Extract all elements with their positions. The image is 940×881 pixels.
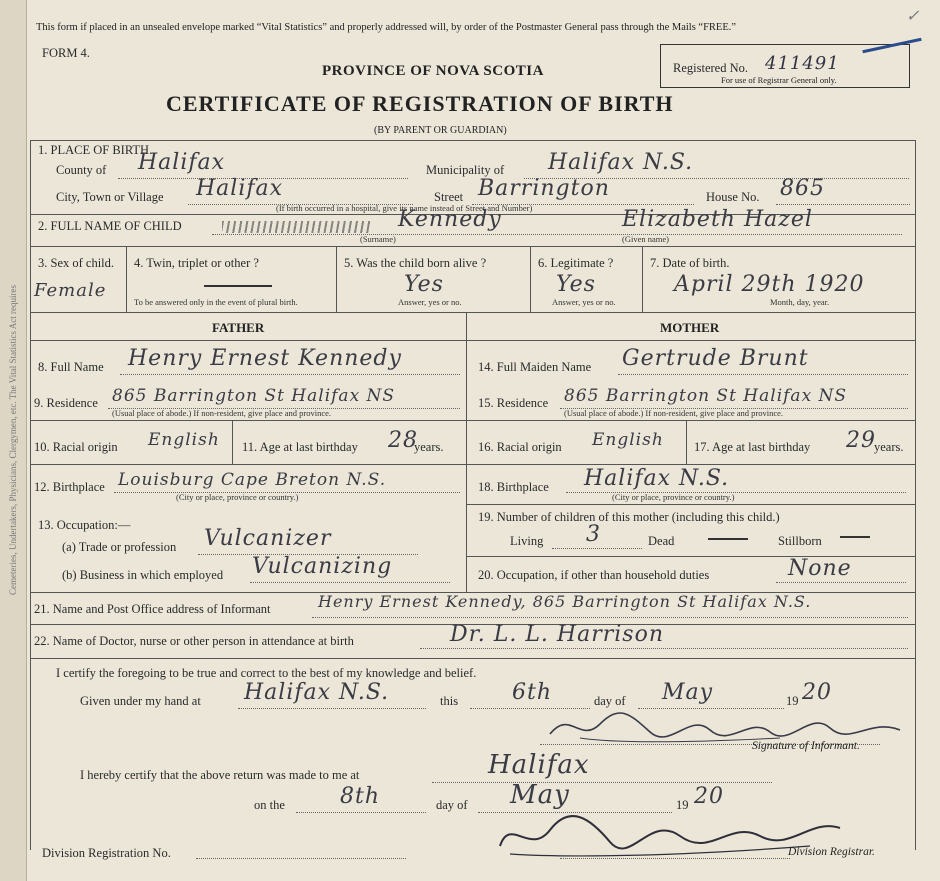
registrar-place-line — [432, 782, 772, 783]
father-residence-note: (Usual place of abode.) If non-resident, give place and province. — [112, 408, 332, 418]
crossed-out-name — [222, 221, 372, 233]
alive-note: Answer, yes or no. — [398, 297, 462, 307]
father-age-value: 28 — [388, 428, 418, 453]
alive-label: 5. Was the child born alive ? — [344, 256, 487, 270]
hospital-note: (If birth occurred in a hospital, give its name instead of Street and Number) — [276, 203, 533, 213]
living-line — [552, 548, 642, 549]
mother-racial-label: 16. Racial origin — [478, 440, 562, 454]
alive-value: Yes — [404, 272, 444, 297]
father-age-label: 11. Age at last birthday — [242, 440, 358, 454]
legitimate-label: 6. Legitimate ? — [538, 256, 614, 270]
col-div-4 — [642, 246, 643, 312]
mother-divider-3 — [466, 464, 915, 465]
house-label: House No. — [706, 190, 760, 204]
father-trade-label: (a) Trade or profession — [62, 540, 177, 554]
frame-top — [30, 140, 915, 141]
mother-age-label: 17. Age at last birthday — [694, 440, 811, 454]
municipality-label: Municipality of — [426, 163, 505, 177]
child-name-label: 2. FULL NAME OF CHILD — [38, 219, 182, 233]
father-heading: FATHER — [212, 320, 265, 335]
father-years: years. — [414, 440, 444, 454]
informant-label: 21. Name and Post Office address of Informant — [34, 602, 271, 616]
check-mark: ✓ — [906, 8, 920, 25]
mother-birthplace-value: Halifax N.S. — [584, 466, 730, 491]
mother-divider-2 — [686, 420, 687, 464]
father-divider-1 — [30, 420, 466, 421]
street-label: Street — [434, 190, 464, 204]
given-place: Halifax N.S. — [244, 680, 390, 705]
col-div-3 — [530, 246, 531, 312]
form-number: FORM 4. — [42, 46, 90, 60]
mother-age-value: 29 — [846, 428, 876, 453]
registered-label: Registered No. — [673, 61, 748, 75]
registered-number: 411491 — [765, 53, 840, 74]
living-value: 3 — [586, 522, 601, 547]
certify-year: 20 — [802, 680, 832, 705]
city-label: City, Town or Village — [56, 190, 164, 204]
father-business-label: (b) Business in which employed — [62, 568, 224, 582]
sex-value: Female — [34, 280, 107, 301]
certify-this: this — [440, 694, 459, 708]
informant-signature — [540, 704, 920, 748]
twin-note: To be answered only in the event of plural birth. — [134, 297, 298, 307]
doctor-label: 22. Name of Doctor, nurse or other person in attendance at birth — [34, 634, 354, 648]
registrar-on-the: on the — [254, 798, 285, 812]
registered-note: For use of Registrar General only. — [721, 75, 837, 85]
mother-racial-value: English — [592, 430, 664, 450]
registrar-day-line — [296, 812, 426, 813]
certificate-subtitle: (BY PARENT OR GUARDIAN) — [374, 125, 507, 136]
divider-3 — [30, 312, 915, 313]
registrar-month: May — [510, 780, 570, 810]
divider-4 — [30, 340, 915, 341]
certificate-title: CERTIFICATE OF REGISTRATION OF BIRTH — [166, 91, 674, 116]
mother-name-line — [618, 374, 908, 375]
col-div-1 — [126, 246, 127, 312]
doctor-value: Dr. L. L. Harrison — [450, 622, 664, 647]
mother-birthplace-note: (City or place, province or country.) — [612, 492, 735, 502]
stillborn-dash — [840, 536, 870, 538]
divider-7 — [30, 658, 915, 659]
mail-notice: This form if placed in an unsealed envelope marked “Vital Statistics” and properly addressed will, by order of the Postmaster General pass through the Mails “FREE.” — [36, 22, 737, 33]
county-label: County of — [56, 163, 107, 177]
father-business-line — [250, 582, 450, 583]
division-line — [196, 858, 406, 859]
division-caption: Division Registrar. — [788, 846, 875, 858]
father-residence-value: 865 Barrington St Halifax NS — [112, 386, 396, 406]
certify-year-prefix: 19 — [786, 694, 799, 708]
father-trade-value: Vulcanizer — [204, 526, 332, 551]
certify-statement: I certify the foregoing to be true and correct to the best of my knowledge and belief. — [56, 666, 477, 680]
mother-birthplace-label: 18. Birthplace — [478, 480, 549, 494]
mother-residence-value: 865 Barrington St Halifax NS — [564, 386, 848, 406]
father-birthplace-label: 12. Birthplace — [34, 480, 105, 494]
given-place-line — [238, 708, 426, 709]
stillborn-label: Stillborn — [778, 534, 822, 548]
father-name-label: 8. Full Name — [38, 360, 104, 374]
father-business-value: Vulcanizing — [252, 554, 393, 579]
child-name-line — [212, 234, 902, 235]
child-given-name: Elizabeth Hazel — [622, 207, 813, 232]
father-racial-label: 10. Racial origin — [34, 440, 118, 454]
parent-divider — [466, 312, 467, 592]
father-occupation-label: 13. Occupation:— — [38, 518, 131, 532]
father-residence-label: 9. Residence — [34, 396, 98, 410]
mother-occupation-line — [776, 582, 906, 583]
father-birthplace-note: (City or place, province or country.) — [176, 492, 299, 502]
father-name-line — [120, 374, 460, 375]
mother-heading: MOTHER — [660, 320, 720, 335]
certify-month: May — [662, 680, 714, 705]
mother-name-label: 14. Full Maiden Name — [478, 360, 592, 374]
certify-day-of: day of — [594, 694, 626, 708]
father-name-value: Henry Ernest Kennedy — [128, 346, 402, 371]
division-label: Division Registration No. — [42, 846, 171, 860]
informant-line — [312, 617, 908, 618]
surname-caption: (Surname) — [360, 234, 396, 244]
mother-residence-label: 15. Residence — [478, 396, 549, 410]
house-value: 865 — [780, 176, 825, 201]
given-caption: (Given name) — [622, 234, 669, 244]
registrar-year-prefix: 19 — [676, 798, 689, 812]
mother-occupation-label: 20. Occupation, if other than household duties — [478, 568, 710, 582]
registrar-day-of: day of — [436, 798, 468, 812]
col-div-2 — [336, 246, 337, 312]
informant-value: Henry Ernest Kennedy, 865 Barrington St Halifax N.S. — [318, 592, 812, 611]
mother-divider-4 — [466, 504, 915, 505]
legitimate-value: Yes — [556, 272, 596, 297]
father-divider-2 — [232, 420, 233, 464]
registrar-place: Halifax — [488, 750, 590, 780]
sex-label: 3. Sex of child. — [38, 256, 115, 270]
side-strip-text: Cemeteries, Undertakers, Physicians, Clergymen, etc. The Vital Statistics Act requires — [8, 285, 18, 595]
mother-children-label: 19. Number of children of this mother (including this child.) — [478, 510, 780, 524]
given-label: Given under my hand at — [80, 694, 201, 708]
twin-dash — [204, 285, 272, 287]
city-value: Halifax — [196, 176, 284, 201]
province-heading: PROVINCE OF NOVA SCOTIA — [322, 63, 544, 79]
street-value: Barrington — [478, 176, 610, 201]
living-label: Living — [510, 534, 544, 548]
registrar-year: 20 — [694, 784, 724, 809]
mother-residence-note: (Usual place of abode.) If non-resident, give place and province. — [564, 408, 784, 418]
municipality-value: Halifax N.S. — [548, 150, 694, 175]
mother-name-value: Gertrude Brunt — [622, 346, 809, 371]
child-surname: Kennedy — [398, 207, 502, 232]
divider-2 — [30, 246, 915, 247]
doctor-line — [420, 648, 908, 649]
date-label: 7. Date of birth. — [650, 256, 730, 270]
side-strip — [0, 0, 27, 881]
house-line — [776, 204, 910, 205]
date-value: April 29th 1920 — [674, 272, 865, 297]
registrar-day: 8th — [340, 784, 381, 809]
mother-divider-1 — [466, 420, 915, 421]
twin-label: 4. Twin, triplet or other ? — [134, 256, 259, 270]
certify-day: 6th — [512, 680, 553, 705]
signature-caption: Signature of Informant. — [752, 740, 860, 752]
father-racial-value: English — [148, 430, 220, 450]
place-section-label: 1. PLACE OF BIRTH. — [38, 143, 153, 157]
legitimate-note: Answer, yes or no. — [552, 297, 616, 307]
mother-years: years. — [874, 440, 904, 454]
registrar-sign-line — [560, 858, 790, 859]
date-note: Month, day, year. — [770, 297, 830, 307]
registrar-statement: I hereby certify that the above return was made to me at — [80, 768, 360, 782]
county-value: Halifax — [138, 150, 226, 175]
dead-dash — [708, 538, 748, 540]
father-divider-3 — [30, 464, 466, 465]
dead-label: Dead — [648, 534, 675, 548]
mother-occupation-value: None — [788, 556, 852, 581]
father-birthplace-value: Louisburg Cape Breton N.S. — [118, 470, 387, 490]
